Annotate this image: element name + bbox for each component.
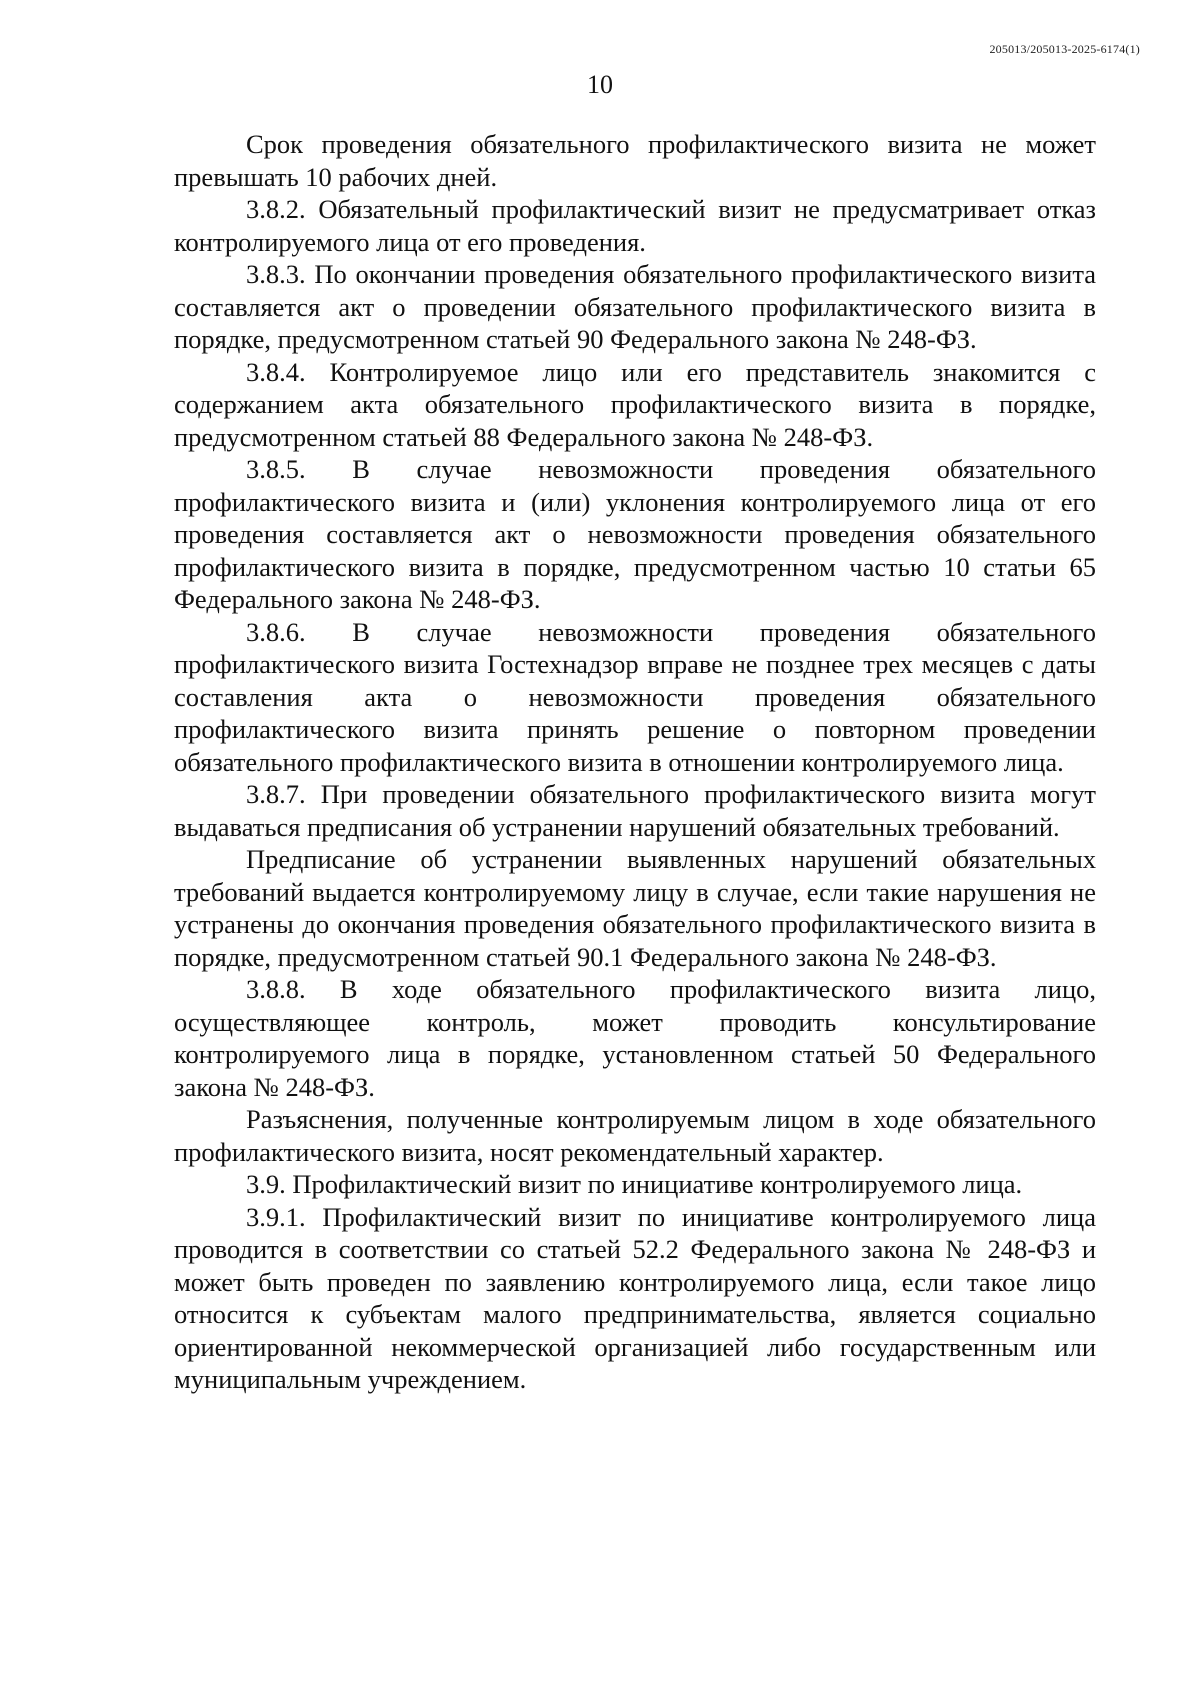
paragraph-3-9: 3.9. Профилактический визит по инициативе контролируемого лица.	[246, 1169, 1023, 1199]
paragraph-3-8-4: 3.8.4. Контролируемое лицо или его представитель знакомится с содержанием акта обязательного профилактического визита в порядке, предусмотренном статьей 88 Федерального закона № 248-ФЗ.	[174, 356, 1096, 452]
document-id: 205013/205013-2025-6174(1)	[989, 42, 1140, 56]
paragraph-3-8-8: 3.8.8. В ходе обязательного профилактического визита лицо, осуществляющее контроль, может проводить консультирование контролируемого лица в порядке, установленном статьей 50 Федерального закона № 248-ФЗ.	[174, 974, 1096, 1102]
paragraph-3-9-1: 3.9.1. Профилактический визит по инициативе контролируемого лица проводится в соответствии со статьей 52.2 Федерального закона № 248-ФЗ и может быть проведен по заявлению контролируемого лица, если такое лицо относится к субъектам малого предпринимательства, является социально ориентированной некоммерческой организацией либо государственным или муниципальным учреждением.	[174, 1201, 1096, 1394]
paragraph-3-8-6: 3.8.6. В случае невозможности проведения обязательного профилактического визита Гостехнадзор вправе не позднее трех месяцев с даты составления акта о невозможности проведения обязательного профилактического визита принять решение о повторном проведении обязательного профилактического визита в отношении контролируемого лица.	[174, 616, 1096, 777]
paragraph-3-8-3: 3.8.3. По окончании проведения обязательного профилактического визита составляется акт о проведении обязательного профилактического визита в порядке, предусмотренном статьей 90 Федерального закона № 248-ФЗ.	[174, 259, 1096, 354]
paragraph-clarifications: Разъяснения, полученные контролируемым лицом в ходе обязательного профилактического визита, носят рекомендательный характер.	[174, 1104, 1096, 1167]
paragraph-3-8-2: 3.8.2. Обязательный профилактический визит не предусматривает отказ контролируемого лица от его проведения.	[174, 194, 1096, 257]
paragraph-prescription: Предписание об устранении выявленных нарушений обязательных требований выдается контролируемому лицу в случае, если такие нарушения не устранены до окончания проведения обязательного профилактического визита в порядке, предусмотренном статьей 90.1 Федерального закона № 248-ФЗ.	[174, 844, 1096, 972]
paragraph-3-8-5: 3.8.5. В случае невозможности проведения обязательного профилактического визита и (или) уклонения контролируемого лица от его проведения составляется акт о невозможности проведения обязательного профилактического визита в порядке, предусмотренном частью 10 статьи 65 Федерального закона № 248-ФЗ.	[174, 454, 1096, 614]
paragraph-3-8-7: 3.8.7. При проведении обязательного профилактического визита могут выдаваться предписания об устранении нарушений обязательных требований.	[174, 779, 1096, 842]
paragraph-visit-duration: Срок проведения обязательного профилактического визита не может превышать 10 рабочих дней.	[174, 129, 1096, 192]
document-body	[174, 128, 1096, 1396]
page-number: 10	[587, 70, 613, 99]
